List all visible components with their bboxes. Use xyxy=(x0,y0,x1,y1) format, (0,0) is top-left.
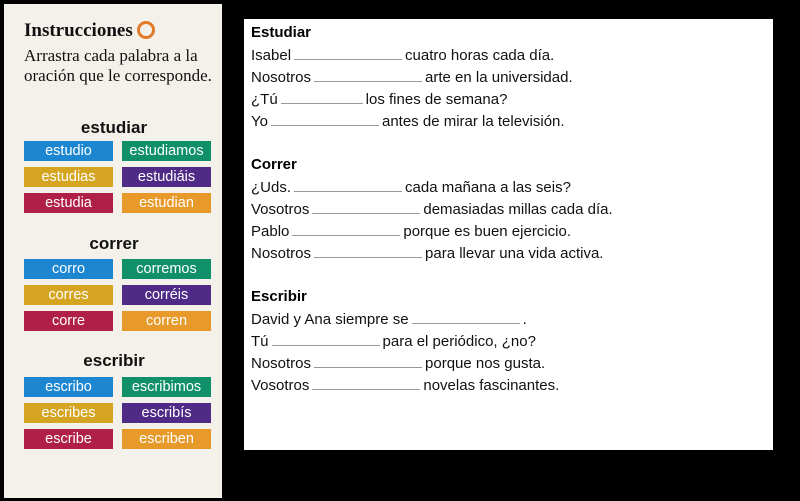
sentence-pre: Isabel xyxy=(251,47,292,64)
drop-blank[interactable] xyxy=(314,353,422,368)
sentence-row xyxy=(251,375,559,394)
sentence-row xyxy=(251,243,603,262)
group-title-estudiar: estudiar xyxy=(80,118,148,137)
word-chip[interactable]: estudian xyxy=(122,193,211,213)
audio-icon[interactable] xyxy=(137,21,155,39)
instructions-title: Instrucciones xyxy=(24,20,133,41)
sentence-row xyxy=(251,111,565,130)
sentence-pre: Tú xyxy=(251,333,269,350)
instructions-text: Arrastra cada palabra a la oración que le corresponde. xyxy=(24,46,212,85)
word-chip[interactable]: estudias xyxy=(24,167,113,187)
word-chip[interactable]: corres xyxy=(24,285,113,305)
word-chip[interactable]: estudiamos xyxy=(122,141,211,161)
word-chip[interactable]: escribes xyxy=(24,403,113,423)
sentence-post: novelas fascinantes. xyxy=(423,377,560,394)
drop-blank[interactable] xyxy=(271,111,379,126)
sentence-post: cuatro horas cada día. xyxy=(405,47,555,64)
section-title-escribir: Escribir xyxy=(251,288,307,305)
sentence-post: porque es buen ejercicio. xyxy=(403,223,571,240)
sentence-pre: David y Ana siempre se xyxy=(251,311,409,328)
group-title-correr: correr xyxy=(89,234,139,253)
sentence-pre: ¿Tú xyxy=(251,91,278,108)
sentence-post: antes de mirar la televisión. xyxy=(381,113,565,130)
section-title-estudiar: Estudiar xyxy=(251,24,312,41)
sentence-post: para el periódico, ¿no? xyxy=(382,333,536,350)
word-chip[interactable]: estudiáis xyxy=(122,167,211,187)
drop-blank[interactable] xyxy=(312,375,420,390)
word-bank-panel xyxy=(4,4,222,498)
sentence-post: para llevar una vida activa. xyxy=(425,245,604,262)
sentence-post: demasiadas millas cada día. xyxy=(423,201,613,218)
sentence-pre: Nosotros xyxy=(251,355,312,372)
sentence-pre: ¿Uds. xyxy=(251,179,292,196)
sentence-pre: Nosotros xyxy=(251,245,312,262)
sentence-row xyxy=(251,67,573,86)
sentence-row xyxy=(251,331,536,350)
sentence-post: los fines de semana? xyxy=(365,91,508,108)
word-chip[interactable]: escribimos xyxy=(122,377,211,397)
word-chip[interactable]: corre xyxy=(24,311,113,331)
sentence-row xyxy=(251,221,571,240)
drop-blank[interactable] xyxy=(272,331,380,346)
sentence-pre: Pablo xyxy=(251,223,290,240)
sentence-panel xyxy=(244,19,773,450)
sentence-post: cada mañana a las seis? xyxy=(405,179,571,196)
word-chip[interactable]: corren xyxy=(122,311,211,331)
sentence-post: porque nos gusta. xyxy=(425,355,546,372)
word-chip[interactable]: estudio xyxy=(24,141,113,161)
sentence-row xyxy=(251,353,545,372)
drop-blank[interactable] xyxy=(412,309,520,324)
sentence-row xyxy=(251,45,554,64)
instructions-heading xyxy=(24,20,155,42)
drop-blank[interactable] xyxy=(314,243,422,258)
sentence-pre: Vosotros xyxy=(251,377,310,394)
section-title-correr: Correr xyxy=(251,156,297,173)
word-chip[interactable]: corremos xyxy=(122,259,211,279)
drop-blank[interactable] xyxy=(314,67,422,82)
word-chip[interactable]: escribo xyxy=(24,377,113,397)
drop-blank[interactable] xyxy=(312,199,420,214)
sentence-row xyxy=(251,177,571,196)
sentence-post: . xyxy=(522,311,527,328)
word-chip[interactable]: escribís xyxy=(122,403,211,423)
sentence-pre: Yo xyxy=(251,113,268,130)
sentence-row xyxy=(251,199,613,218)
sentence-pre: Nosotros xyxy=(251,69,312,86)
drop-blank[interactable] xyxy=(292,221,400,236)
word-chip[interactable]: corréis xyxy=(122,285,211,305)
drop-blank[interactable] xyxy=(281,89,363,104)
sentence-row xyxy=(251,309,527,328)
word-chip[interactable]: corro xyxy=(24,259,113,279)
word-chip[interactable]: estudia xyxy=(24,193,113,213)
sentence-post: arte en la universidad. xyxy=(425,69,573,86)
word-chip[interactable]: escribe xyxy=(24,429,113,449)
word-chip[interactable]: escriben xyxy=(122,429,211,449)
group-title-escribir: escribir xyxy=(83,351,145,370)
sentence-row xyxy=(251,89,507,108)
drop-blank[interactable] xyxy=(294,45,402,60)
drop-blank[interactable] xyxy=(294,177,402,192)
sentence-pre: Vosotros xyxy=(251,201,310,218)
